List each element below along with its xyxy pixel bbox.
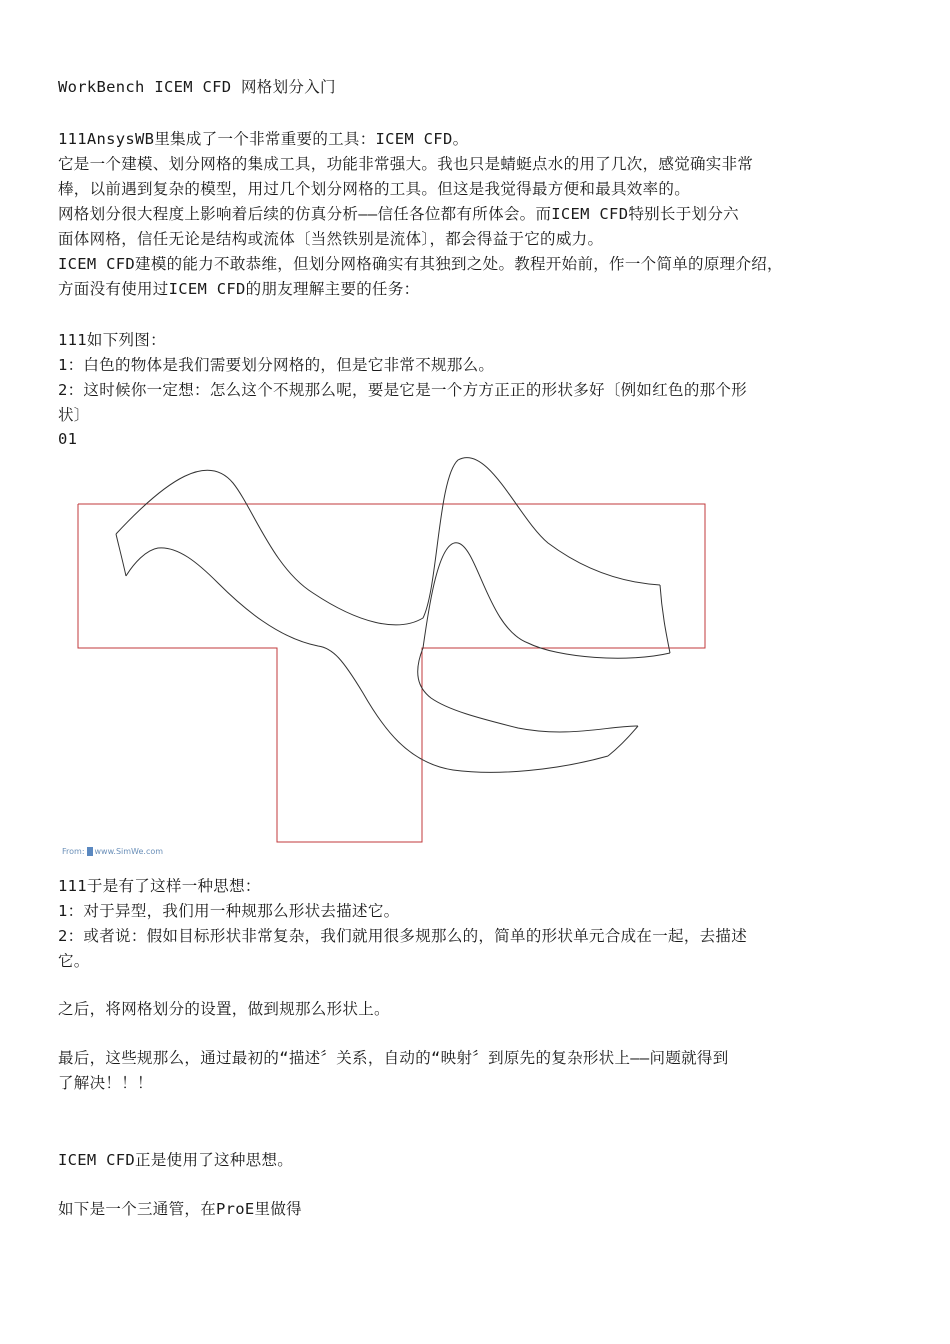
intro-line-6: ICEM CFD建模的能力不敢恭维，但划分网格确实有其独到之处。教程开始前，作一个简单的原理介绍， bbox=[58, 255, 783, 273]
intro-line-2: 它是一个建模、划分网格的集成工具，功能非常强大。我也只是蜻蜓点水的用了几次，感觉确实非常 bbox=[58, 155, 754, 173]
list2-line-4: 它。 bbox=[58, 952, 90, 970]
intro-line-7: 方面没有使用过ICEM CFD的朋友理解主要的任务： bbox=[58, 280, 420, 298]
para-icem: ICEM CFD正是使用了这种思想。 bbox=[58, 1151, 294, 1169]
list1-line-4: 状〕 bbox=[58, 406, 90, 424]
watermark-prefix: From: bbox=[62, 847, 85, 856]
block-t-shape bbox=[78, 504, 705, 842]
para-proe: 如下是一个三通管，在ProE里做得 bbox=[58, 1200, 302, 1218]
list2-line-1: 111于是有了这样一种思想： bbox=[58, 877, 261, 895]
figure-label: 01 bbox=[58, 430, 78, 448]
watermark-logo-icon bbox=[87, 847, 93, 856]
list1-line-3: 2：这时候你一定想：怎么这个不规那么呢，要是它是一个方方正正的形状多好〔例如红色的那个形 bbox=[58, 381, 748, 399]
shape-tip-edge bbox=[608, 726, 638, 756]
shape-middle-edge bbox=[418, 543, 670, 732]
list1-line-2: 1：白色的物体是我们需要划分网格的，但是它非常不规那么。 bbox=[58, 356, 495, 374]
shape-upper-edge bbox=[116, 458, 660, 625]
shape-lower-edge bbox=[126, 548, 608, 772]
intro-line-4: 网格划分很大程度上影响着后续的仿真分析——信任各位都有所体会。而ICEM CFD特别长于划分六 bbox=[58, 205, 739, 223]
document-title: WorkBench ICEM CFD 网格划分入门 bbox=[58, 78, 336, 96]
para-after: 之后，将网格划分的设置，做到规那么形状上。 bbox=[58, 1000, 390, 1018]
intro-line-3: 棒，以前遇到复杂的模型，用过几个划分网格的工具。但这是我觉得最方便和最具效率的。 bbox=[58, 180, 691, 198]
shape-left-edge bbox=[116, 534, 126, 576]
list2-line-2: 1：对于异型，我们用一种规那么形状去描述它。 bbox=[58, 902, 400, 920]
list2-line-3: 2：或者说：假如目标形状非常复杂，我们就用很多规那么的，简单的形状单元合成在一起，去描述 bbox=[58, 927, 748, 945]
list1-line-1: 111如下列图： bbox=[58, 331, 166, 349]
para-final-line-1: 最后，这些规那么，通过最初的“描述〞关系，自动的“映射〞到原先的复杂形状上——问题就得到 bbox=[58, 1049, 729, 1067]
intro-line-5: 面体网格，信任无论是结构或流体〔当然铁别是流体〕，都会得益于它的威力。 bbox=[58, 230, 604, 248]
block-mapping-figure bbox=[58, 448, 738, 868]
intro-line-1: 111AnsysWB里集成了一个非常重要的工具：ICEM CFD。 bbox=[58, 130, 469, 148]
irregular-shape-outline bbox=[116, 458, 670, 773]
source-watermark bbox=[62, 846, 163, 858]
para-final-line-2: 了解决！！！ bbox=[58, 1074, 153, 1092]
red-block-outline bbox=[78, 504, 705, 842]
watermark-site: www.SimWe.com bbox=[94, 847, 164, 856]
shape-right-edge bbox=[660, 585, 670, 653]
